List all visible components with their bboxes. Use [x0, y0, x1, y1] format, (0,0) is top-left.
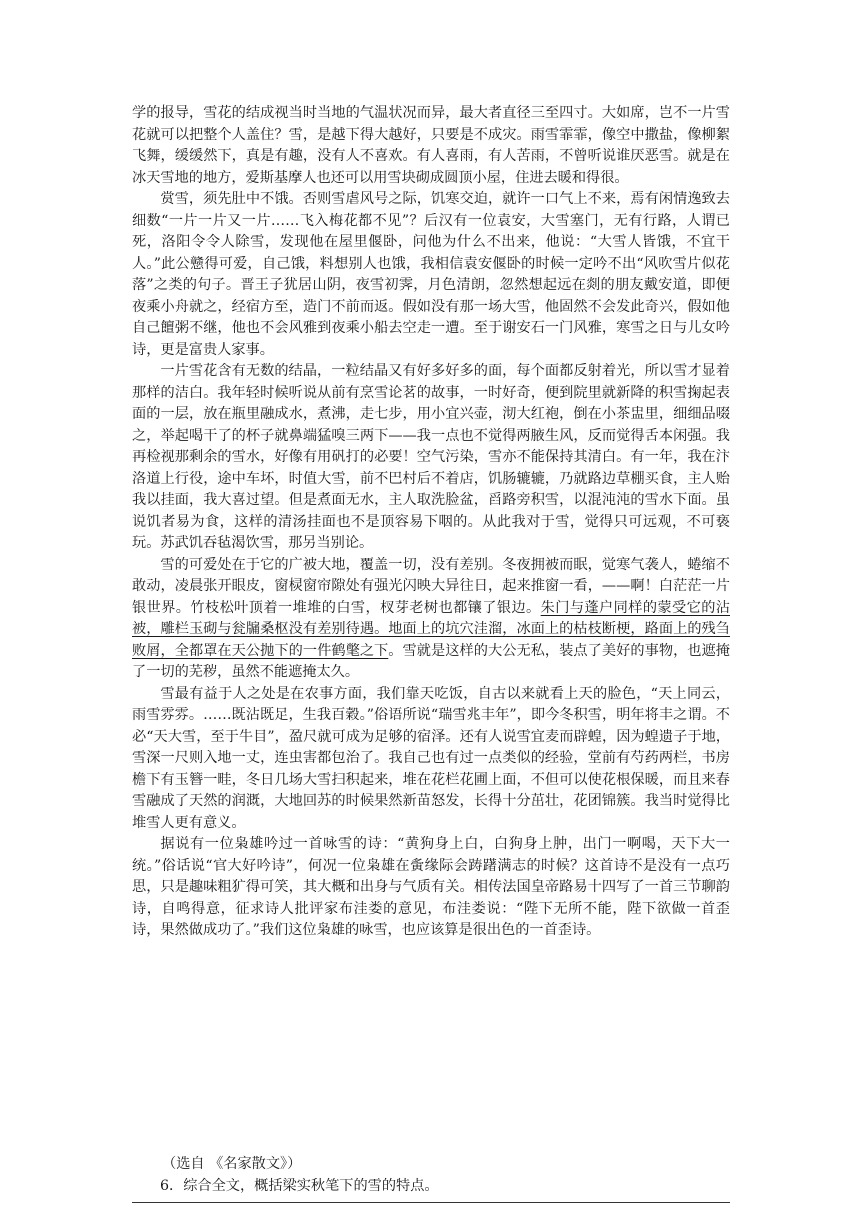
underlined-passage: 朱门与蓬户同样的蒙受它的沾被，雕栏玉砌与瓮牖桑枢没有差别待遇。地面上的坑穴洼溜，冰面上的枯枝断梗，路面上的残刍败屑，全都罩在天公抛下的一件鹤氅之下: [132, 599, 730, 659]
paragraph-3: 一片雪花含有无数的结晶，一粒结晶又有好多好多的面，每个面都反射着光，所以雪才显着那样的洁白。我年轻时候听说从前有烹雪论茗的故事，一时好奇，便到院里就新降的积雪掬起表面的一层，放在瓶里融成水，煮沸，走七步，用小宜兴壶，沏大红袍，倒在小茶盅里，细细品啜之，举起喝干了的杯子就鼻端猛嗅三两下——我一点也不觉得两腋生风，反而觉得舌本闲强。我再检视那剩余的雪水，好像有用矾打的必要！空气污染，雪亦不能保持其清白。有一年，我在汴洛道上行役，途中车坏，时值大雪，前不巴村后不着店，饥肠辘辘，乃就路边草棚买食，主人贻我以挂面，我大喜过望。但是煮面无水，主人取洗脸盆，舀路旁积雪，以混沌沌的雪水下面。虽说饥者易为食，这样的清汤挂面也不是顶容易下咽的。从此我对于雪，觉得只可远观，不可亵玩。苏武饥吞毡渴饮雪，那另当别论。: [132, 363, 730, 551]
paragraph-1: 学的报导，雪花的结成视当时当地的气温状况而异，最大者直径三至四寸。大如席，岂不一片雪花就可以把整个人盖住？雪，是越下得大越好，只要是不成灾。雨雪霏霏，像空中撒盐，像柳絮飞舞，缓缓然下，真是有趣，没有人不喜欢。有人喜雨，有人苦雨，不曾听说谁厌恶雪。就是在冰天雪地的地方，爱斯基摩人也还可以用雪块砌成圆顶小屋，住进去暖和得很。: [132, 105, 730, 186]
paragraph-6: 据说有一位枭雄吟过一首咏雪的诗：“黄狗身上白，白狗身上肿，出门一啊喝，天下大一统。”俗话说“官大好吟诗”，何况一位枭雄在夤缘际会踌躇满志的时候？这首诗不是没有一点巧思，只是趣味粗犷得可笑，其大概和出身与气质有关。相传法国皇帝路易十四写了一首三节聊韵诗，自鸣得意，征求诗人批评家布洼娄的意见，布洼娄说：“陛下无所不能，陛下欲做一首歪诗，果然做成功了。”我们这位枭雄的咏雪，也应该算是很出色的一首歪诗。: [132, 836, 730, 938]
article-body: [132, 103, 730, 942]
paragraph-4-end: 。雪就是这样的大公无私，装点了美好的事物，也遮掩了一切的芜秽，虽然不能遮掩太久。: [132, 642, 730, 680]
paragraph-4-start: 雪的可爱处在于它的广被大地，覆盖一切，没有差别。冬夜拥被而眠，觉寒气袭人，蜷缩不敢动，凌晨张开眼皮，窗棂窗帘隙处有强光闪映大异往日，起来推窗一看，——啊！白茫茫一片银世界。竹枝松叶顶着一堆堆的白雪，杈芽老树也都镶了银边。: [132, 556, 730, 616]
source-citation: （选自 《名家散文》）: [162, 1156, 302, 1172]
paragraph-4: [132, 555, 730, 684]
answer-line: [132, 1202, 730, 1203]
question-6: 6．综合全文，概括梁实秋笔下的雪的特点。: [160, 1178, 439, 1194]
paragraph-5: 雪最有益于人之处是在农事方面，我们靠天吃饭，自古以来就看上天的脸色，“天上同云，雨雪雰雰。……既沾既足，生我百穀。”俗语所说“瑞雪兆丰年”，即今冬积雪，明年将丰之谓。不必“天大雪，至于牛目”，盈尺就可成为足够的宿泽。还有人说雪宜麦而辟蝗，因为蝗遗子于地，雪深一尺则入地一丈，连虫害都包治了。我自己也有过一点类似的经验，堂前有芍药两栏，书房檐下有玉簪一畦，冬日几场大雪扫积起来，堆在花栏花圃上面，不但可以使花根保暖，而且来春雪融成了天然的润溉，大地回苏的时候果然新苗怒发，长得十分茁壮，花团锦簇。我当时觉得比堆雪人更有意义。: [132, 685, 730, 831]
paragraph-2: 赏雪，须先肚中不饿。否则雪虐风号之际，饥寒交迫，就许一口气上不来，焉有闲情逸致去细数“一片一片又一片……飞入梅花都不见”？后汉有一位袁安，大雪塞门，无有行路，人谓已死，洛阳令令人除雪，发现他在屋里偃卧，问他为什么不出来，他说：“大雪人皆饿，不宜干人。”此公戆得可爱，自己饿，料想别人也饿，我相信袁安偃卧的时候一定吟不出“风吹雪片似花落”之类的句子。晋王子犹居山阴，夜雪初霁，月色清朗，忽然想起远在剡的朋友戴安道，即便夜乘小舟就之，经宿方至，造门不前而返。假如没有那一场大雪，他固然不会发此奇兴，假如他自己饘粥不继，他也不会风雅到夜乘小船去空走一遭。至于谢安石一门风雅，寒雪之日与儿女吟诗，更是富贵人家事。: [132, 191, 730, 358]
